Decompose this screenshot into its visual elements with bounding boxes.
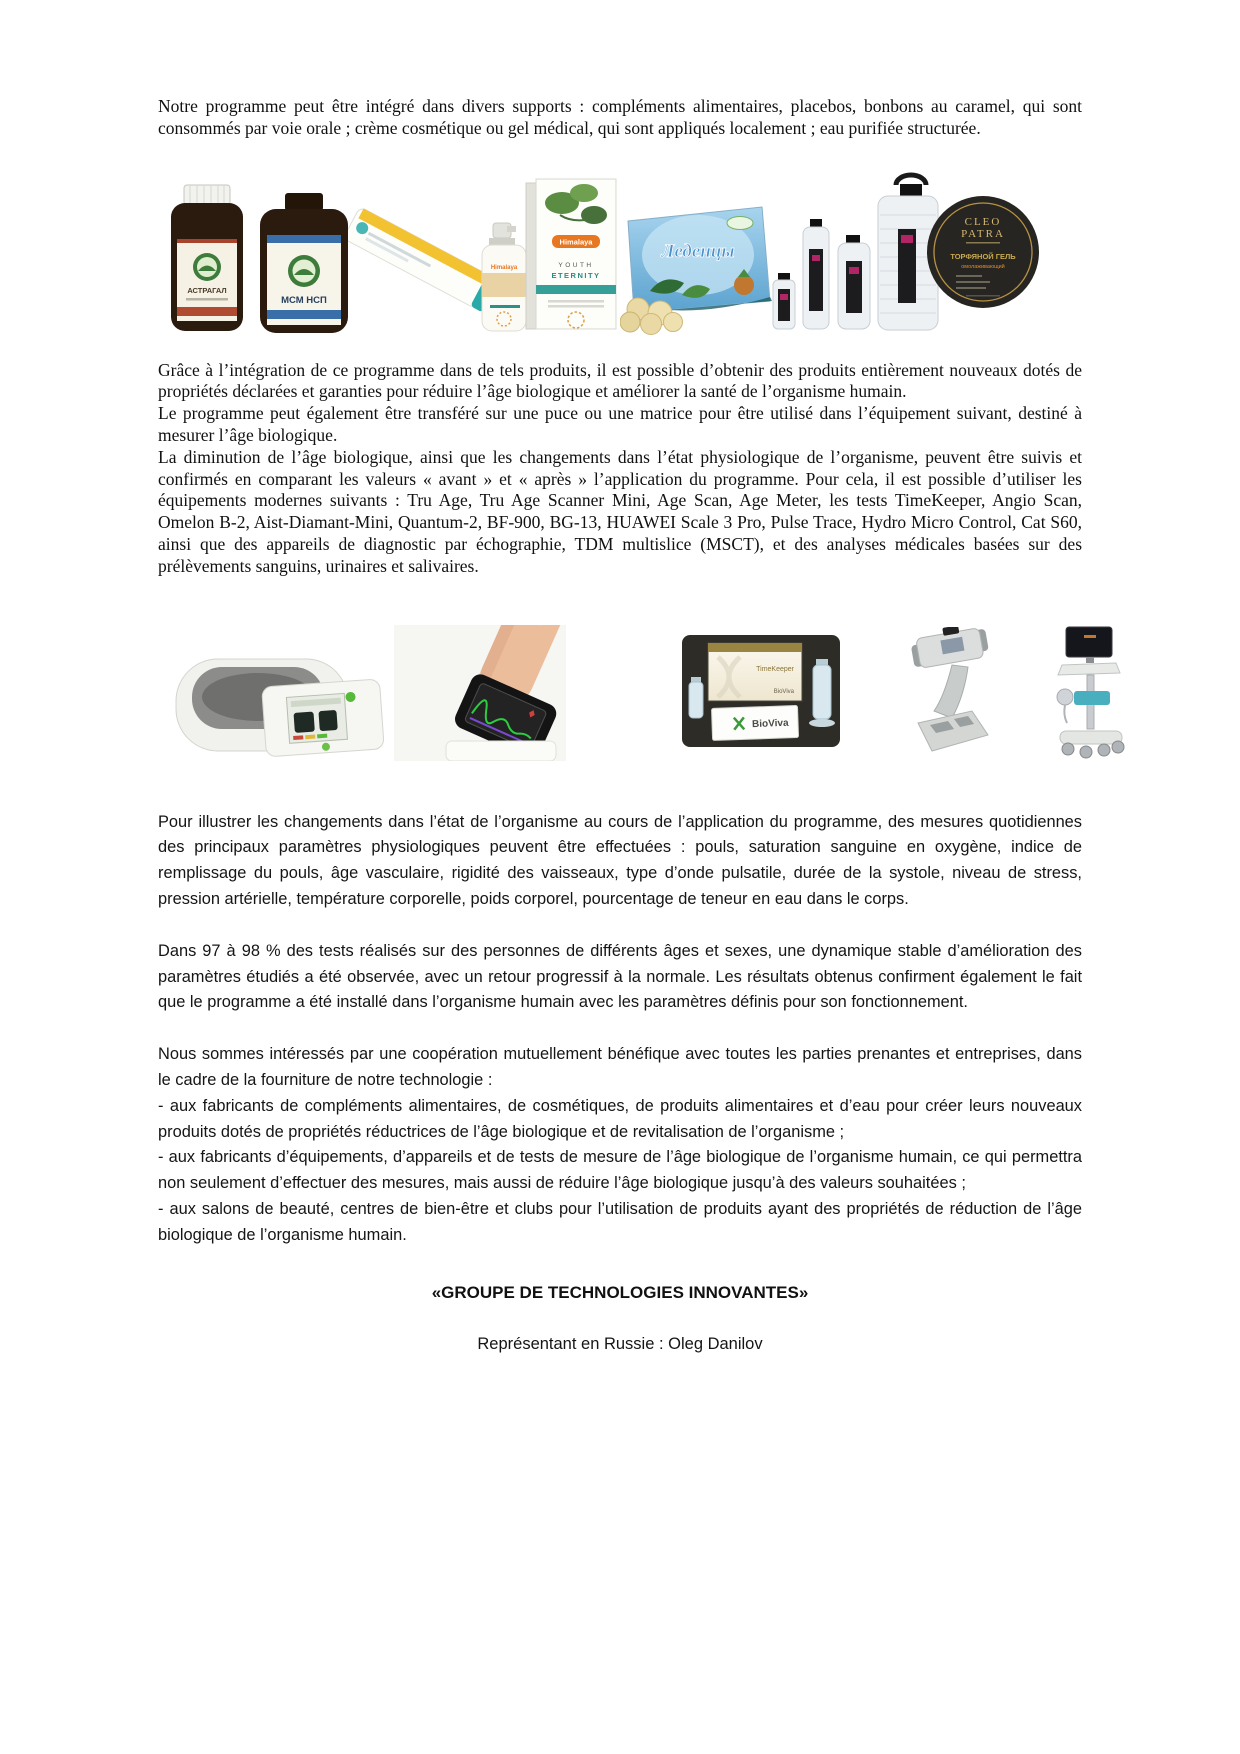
age-scanner-illustration (172, 639, 390, 759)
body-analyzer-illustration (910, 627, 994, 755)
device-medical-cart-image (1052, 625, 1130, 764)
lozenges-box-illustration (620, 195, 776, 335)
timekeeper-kit-illustration (682, 635, 840, 747)
water-bottles-illustration (770, 171, 940, 333)
himalaya-line2-label: ETERNITY (551, 270, 601, 280)
paragraph-resultats: Dans 97 à 98 % des tests réalisés sur des personnes de différents âges et sexes, une dynamique stable d’amélioration des paramètres étudiés a été observée, avec un retour progressif à la normale. Les résultats obtenus confirment également le fait que le programme a été installé dans l’organisme humain avec les paramètres définis pour son fonctionnement. (158, 941, 1082, 1012)
msm-label: МСМ НСП (281, 294, 327, 306)
product-lozenges-box-image (620, 195, 776, 340)
document-content (158, 0, 1082, 1354)
msm-bottle-illustration (254, 193, 354, 333)
product-cleopatra-label-image (926, 195, 1040, 314)
paragraph-intro: Notre programme peut être intégré dans divers supports : compléments alimentaires, placebos, bonbons au caramel, qui sont consommés par voie orale ; crème cosmétique ou gel médical, qui sont appliqués localement ; eau purifiée structurée. (158, 96, 1082, 138)
timekeeper-screen-label: TimeKeeper (756, 665, 794, 673)
astragal-label: АСТРАГАЛ (187, 285, 227, 295)
paragraph-transfert: Le programme peut également être transféré sur une puce ou une matrice pour être utilisé dans l’équipement suivant, destiné à mesurer l’âge biologique. (158, 403, 1082, 445)
cooperation-item-equipment: - aux fabricants d’équipements, d’appareils et de tests de mesure de l’âge biologique de l’organisme humain, ce qui permettra non seulement d’effectuer des mesures, mais aussi de réduire l’âge biologique jusqu’à des valeurs souhaitées ; (158, 1148, 1082, 1193)
pulse-oximeter-illustration (394, 625, 566, 761)
medical-cart-illustration (1052, 625, 1130, 759)
himalaya-line1-label: YOUTH (558, 261, 594, 269)
product-msm-bottle-image (254, 193, 354, 338)
cleopatra-brand1: CLEO (964, 215, 1002, 228)
lozenges-label: Леденцы (661, 240, 735, 262)
timekeeper-card-brand: BioViva (751, 717, 789, 730)
paragraph-cooperation-intro: Nous sommes intéressés par une coopération mutuellement bénéfique avec toutes les parties prenantes et entreprises, dans le cadre de la fourniture de notre technologie : (158, 1045, 1082, 1089)
measures-results-section (158, 810, 1082, 1249)
astragal-bottle-illustration (164, 183, 250, 333)
cooperation-item-salons: - aux salons de beauté, centres de bien-être et clubs pour l’utilisation de produits ayant des propriétés de réduction de l’âge biologique de l’organisme humain. (158, 1199, 1082, 1244)
product-astragal-bottle-image (164, 183, 250, 338)
paragraph-diminution: La diminution de l’âge biologique, ainsi que les changements dans l’état physiologique de l’organisme, peuvent être suivis et confirmés en comparant les valeurs « avant » et « après » l’application du programme. Pour cela, il est possible d’utiliser les équipements modernes suivants : Tru Age, Tru Age Scanner Mini, Age Scan, Age Meter, les tests TimeKeeper, Angio Scan, Omelon B-2, Aist-Diamant-Mini, Quantum-2, BF-900, BG-13, HUAWEI Scale 3 Pro, Pulse Trace, Hydro Micro Control, Cat S60, ainsi que des appareils de diagnostic par échographie, TDM multislice (MSCT), et des analyses médicales basées sur des prélèvements sanguins, urinaires et salivaires. (158, 446, 1082, 576)
paragraph-mesures: Pour illustrer les changements dans l’état de l’organisme au cours de l’application du programme, des mesures quotidiennes des principaux paramètres physiologiques peuvent être effectuées : pouls, saturation sanguine en oxygène, indice de remplissage du pouls, âge vasculaire, rigidité des vaisseaux, type d’onde pulsatile, durée de la systole, niveau de stress, pression artérielle, température corporelle, poids corporel, pourcentage de teneur en eau dans le corps. (158, 812, 1082, 908)
product-himalaya-box-image (520, 173, 620, 338)
himalaya-brand-label: Himalaya (559, 237, 593, 247)
cleopatra-line2: омолаживающий (961, 263, 1005, 270)
device-body-analyzer-image (910, 627, 994, 760)
cleopatra-label-illustration (926, 195, 1040, 309)
device-timekeeper-kit-image (682, 635, 840, 752)
timekeeper-screen-brand: BioViva (773, 688, 794, 695)
cooperation-item-manufacturers: - aux fabricants de compléments alimentaires, de cosmétiques, de produits alimentaires et d’eau pour créer leurs nouveaux produits dotés de propriétés réductrices de l’âge biologique et de revitalisation de l’organisme ; (158, 1096, 1082, 1141)
company-heading: «GROUPE DE TECHNOLOGIES INNOVANTES» (431, 1282, 809, 1302)
devices-image-row (158, 628, 1082, 768)
paragraph-grace: Grâce à l’intégration de ce programme dans de tels produits, il est possible d’obtenir des produits entièrement nouveaux dotés de propriétés déclarées et garanties pour réduire l’âge biologique et améliorer la santé de l’organisme humain. (158, 359, 1082, 402)
himalaya-box-illustration (520, 173, 620, 333)
product-water-bottles-image (770, 171, 940, 338)
pump-brand-label: Himalaya (490, 264, 518, 271)
representative-line: Représentant en Russie : Oleg Danilov (477, 1334, 763, 1353)
cooperation-section (158, 1042, 1082, 1248)
products-image-row (158, 168, 1082, 340)
device-pulse-oximeter-image (394, 625, 566, 766)
cleopatra-line1: ТОРФЯНОЙ ГЕЛЬ (950, 251, 1016, 261)
body-paragraphs (158, 360, 1082, 578)
device-age-scanner-image (172, 639, 390, 764)
cleopatra-brand2: PATRA (961, 227, 1005, 240)
